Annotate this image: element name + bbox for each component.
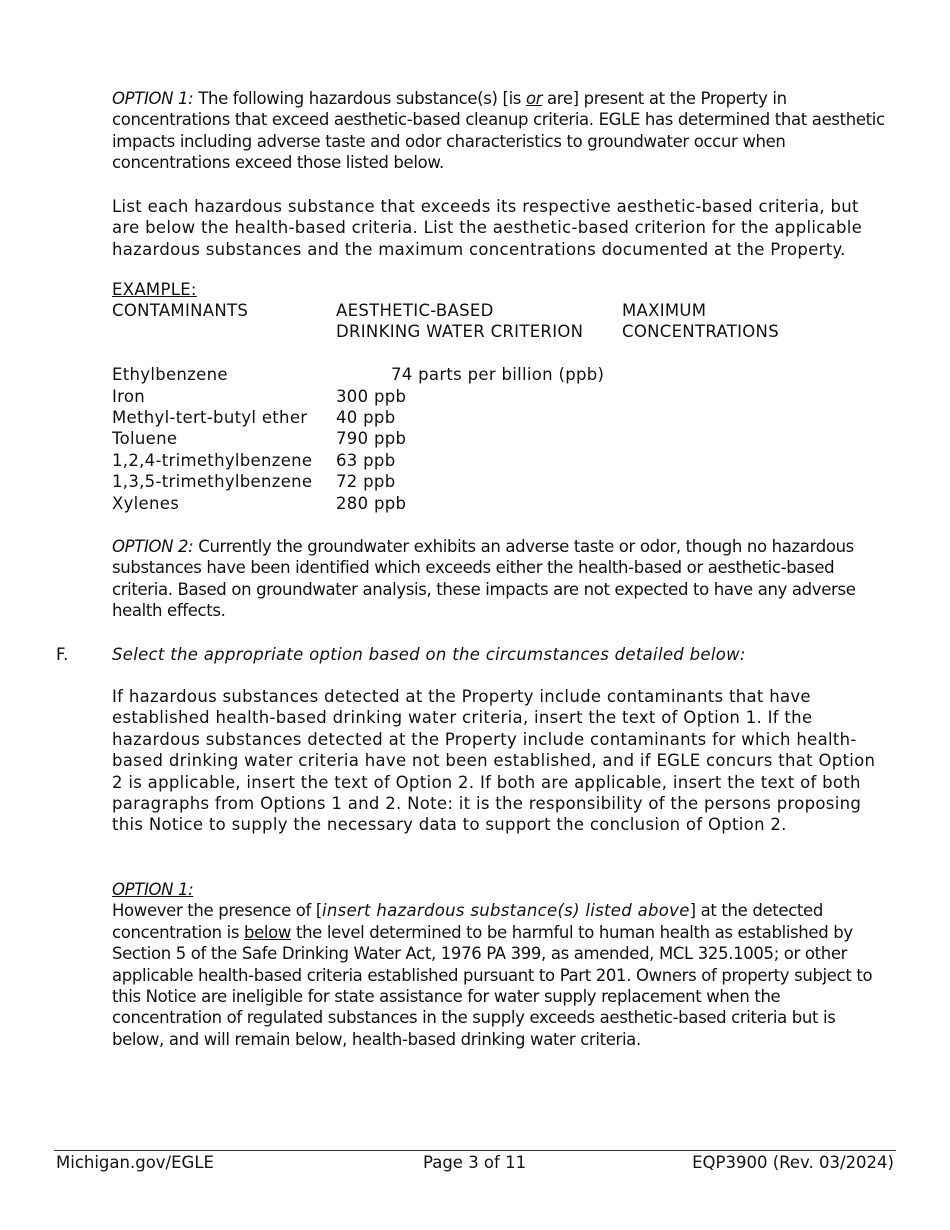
section-f-option1-label: OPTION 1: — [112, 880, 194, 899]
footer-page-number: Page 3 of 11 — [423, 1153, 527, 1172]
criterion-value: 74 parts per billion (ppb) — [391, 365, 605, 384]
section-f-option1-block — [112, 879, 888, 1050]
example-label: EXAMPLE: — [112, 280, 197, 299]
table-row — [112, 471, 888, 492]
below-word: below — [244, 922, 292, 942]
table-row — [112, 493, 888, 514]
header-criterion-line1: AESTHETIC-BASED — [336, 301, 494, 320]
example-label-row — [112, 279, 888, 300]
option2-label: OPTION 2: — [112, 537, 194, 556]
option1-intro-paragraph — [112, 88, 888, 174]
contaminant-name: Methyl-tert-butyl ether — [112, 408, 308, 427]
contaminant-name: Xylenes — [112, 494, 180, 513]
section-f-heading-block — [112, 644, 888, 665]
option2-intro-paragraph — [112, 536, 888, 622]
criterion-value: 790 ppb — [336, 429, 407, 448]
or-word: or — [525, 89, 543, 108]
header-maximum-line1: MAXIMUM — [622, 301, 707, 320]
header-criterion-line2: DRINKING WATER CRITERION — [336, 322, 584, 341]
contaminant-name: Ethylbenzene — [112, 365, 228, 384]
header-contaminants: CONTAMINANTS — [112, 301, 249, 320]
option1-text-a: The following hazardous substance(s) [is — [193, 89, 526, 108]
option2-text: Currently the groundwater exhibits an adverse taste or odor, though no hazardous substances have been identified which exceeds either the health-based or aesthetic-based criteria. Based on groundwater analysis, these impacts are not expected to have any adverse health effects. — [112, 537, 856, 621]
table-row — [112, 407, 888, 428]
contaminant-name: Iron — [112, 387, 146, 406]
table-row — [112, 450, 888, 471]
contaminant-name: Toluene — [112, 429, 178, 448]
criterion-value: 63 ppb — [336, 451, 396, 470]
footer-website-link[interactable]: Michigan.gov/EGLE — [56, 1153, 214, 1172]
table-header-row-1 — [112, 300, 888, 321]
section-f-option1-text-a: However the presence of [ — [112, 901, 322, 921]
criterion-value: 72 ppb — [336, 472, 396, 491]
table-header-row-2 — [112, 321, 888, 342]
option1-label: OPTION 1: — [112, 89, 194, 108]
footer-divider — [54, 1150, 896, 1151]
section-f-instructions: If hazardous substances detected at the Property include contaminants that have established health-based drinking water criteria, insert the text of Option 1. If the hazardous substances detected at the Property include contaminants for which health-based drinking water criteria have not been established, and if EGLE concurs that Option 2 is applicable, insert the text of Option 2. If both are applicable, insert the text of both paragraphs from Options 1 and 2. Note: it is the responsibility of the persons proposing this Notice to supply the necessary data to support the conclusion of Option 2. — [112, 687, 876, 835]
contaminant-name: 1,2,4-trimethylbenzene — [112, 451, 313, 470]
section-f-number: F. — [56, 645, 69, 664]
criterion-value: 40 ppb — [336, 408, 396, 427]
footer-form-number: EQP3900 (Rev. 03/2024) — [692, 1153, 894, 1172]
section-f-option1-text-b: ] at the detected concentration is — [112, 901, 823, 942]
header-maximum-line2: CONCENTRATIONS — [622, 322, 779, 341]
table-row — [112, 386, 888, 407]
criterion-value: 280 ppb — [336, 494, 407, 513]
section-f-heading: Select the appropriate option based on the circumstances detailed below: — [112, 645, 746, 664]
list-instructions-paragraph — [112, 196, 888, 260]
section-f-instructions-block — [112, 686, 888, 836]
insert-placeholder: insert hazardous substance(s) listed above — [321, 901, 690, 921]
table-row — [112, 428, 888, 449]
contaminant-name: 1,3,5-trimethylbenzene — [112, 472, 313, 491]
option1-text-b: are] present at the Property in concentrations that exceed aesthetic-based cleanup criteria. EGLE has determined that aesthetic impacts including adverse taste and odor characteristics to groundwater occur when concentrations exceed those listed below. — [112, 89, 885, 173]
table-row — [112, 364, 888, 385]
list-instructions: List each hazardous substance that exceeds its respective aesthetic-based criteria, but are below the health-based criteria. List the aesthetic-based criterion for the applicable hazardous substances and the maximum concentrations documented at the Property. — [112, 197, 863, 259]
section-f-option1-text-c: the level determined to be harmful to human health as established by Section 5 of the Safe Drinking Water Act, 1976 PA 399, as amended, MCL 325.1005; or other applicable health-based criteria established pursuant to Part 201. Owners of property subject to this Notice are ineligible for state assistance for water supply replacement when the concentration of regulated substances in the supply exceeds aesthetic-based criteria but is below, and will remain below, health-based drinking water criteria. — [112, 922, 873, 1049]
criterion-value: 300 ppb — [336, 387, 407, 406]
